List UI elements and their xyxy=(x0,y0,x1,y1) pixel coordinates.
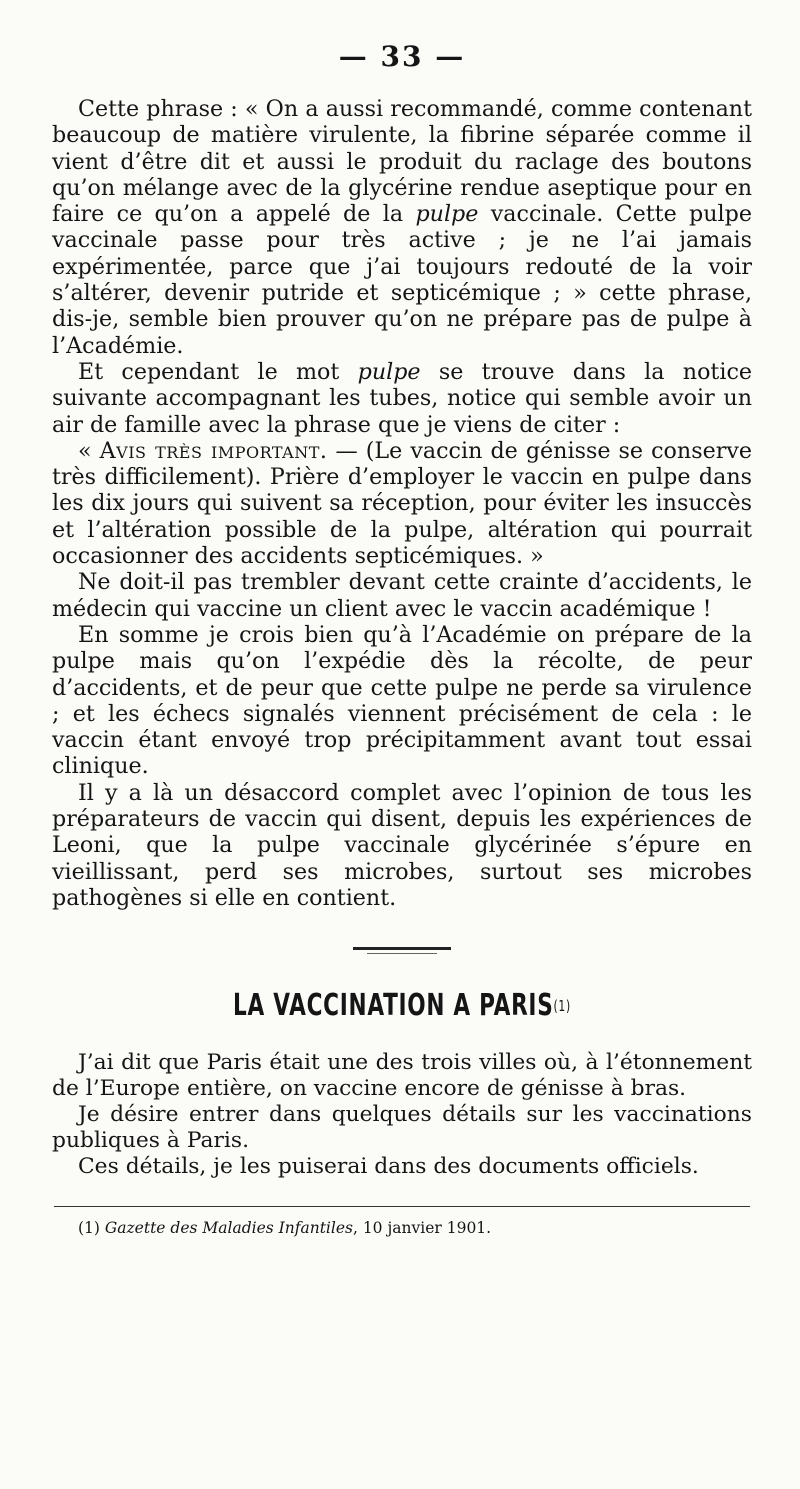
footnote-source-title: Gazette des Maladies Infantiles xyxy=(104,1219,353,1238)
paragraph-2-text-a: Et cependant le mot xyxy=(78,358,358,385)
paragraph-1 xyxy=(52,96,752,359)
section-paragraph-3: Ces détails, je les puiserai dans des documents officiels. xyxy=(78,1154,699,1180)
paragraph-1-text-b: vaccinale. Cette pulpe vaccinale passe pour très active ; je ne l’ai jamais expérimentée, parce que j’ai toujours redouté de la voir s’altérer, devenir putride et septicémique ; » cette phrase, dis-je, semble bien prouver qu’on ne prépare pas de pulpe à l’Académie. xyxy=(52,201,752,359)
paragraph-3-smallcaps: Avis très important. xyxy=(99,437,328,464)
section-title-text: LA VACCINATION A PARIS xyxy=(233,988,554,1024)
paragraph-4: Ne doit-il pas trembler devant cette crainte d’accidents, le médecin qui vaccine un client avec le vaccin académique ! xyxy=(52,569,752,622)
paragraph-1-italic: pulpe xyxy=(415,201,479,228)
footnote-date: , 10 janvier 1901. xyxy=(352,1219,492,1238)
paragraph-5: En somme je crois bien qu’à l’Académie on prépare de la pulpe mais qu’on l’expédie dès la récolte, de peur d’accidents, et de peur que cette pulpe ne perde sa virulence ; et les échecs signalés viennent précisément de cela : le vaccin étant envoyé trop précipitamment avant tout essai clinique. xyxy=(52,621,752,780)
page-number: — 33 — xyxy=(338,40,466,73)
paragraph-6: Il y a là un désaccord complet avec l’opinion de tous les préparateurs de vaccin qui disent, depuis les expériences de Leoni, que la pulpe vaccinale glycérinée s’épure en vieillissant, perd ses microbes, surtout ses microbes pathogènes si elle en contient. xyxy=(52,779,752,911)
paragraph-3-open-quote: « xyxy=(78,437,100,464)
document-page xyxy=(52,40,752,1237)
section-footnote-ref: (1) xyxy=(553,997,571,1016)
paragraph-2 xyxy=(52,359,752,438)
paragraph-3-notice xyxy=(52,438,752,569)
footnote-number: (1) xyxy=(78,1219,105,1238)
paragraph-1-text-a: Cette phrase : « On a aussi recommandé, comme contenant beaucoup de matière virulente, la fibrine séparée comme il vient d’être dit et aussi le produit du raclage des boutons qu’on mélange avec de la glycérine rendue aseptique pour en faire ce qu’on a appelé de la xyxy=(52,96,752,228)
section-title xyxy=(150,986,654,1026)
paragraph-3-text: — (Le vaccin de génisse se conserve très difficilement). Prière d’employer le vaccin en pulpe dans les dix jours qui suivent sa réception, pour éviter les insuccès et l’altération possible de la pulpe, altération qui pourrait occasionner des accidents septicémiques. » xyxy=(52,437,752,570)
paragraph-2-italic: pulpe xyxy=(357,358,421,385)
footnote xyxy=(52,1219,752,1237)
section-paragraph-1: J’ai dit que Paris était une des trois villes où, à l’étonnement de l’Europe entière, on vaccine encore de génisse à bras. xyxy=(52,1050,752,1102)
section-paragraph-2: Je désire entrer dans quelques détails sur les vaccinations publiques à Paris. xyxy=(52,1102,752,1154)
section-divider xyxy=(353,947,451,950)
footnote-divider xyxy=(54,1206,750,1207)
paragraph-2-text-b: se trouve dans la notice suivante accompagnant les tubes, notice qui semble avoir un air de famille avec la phrase que je viens de citer : xyxy=(52,358,752,438)
